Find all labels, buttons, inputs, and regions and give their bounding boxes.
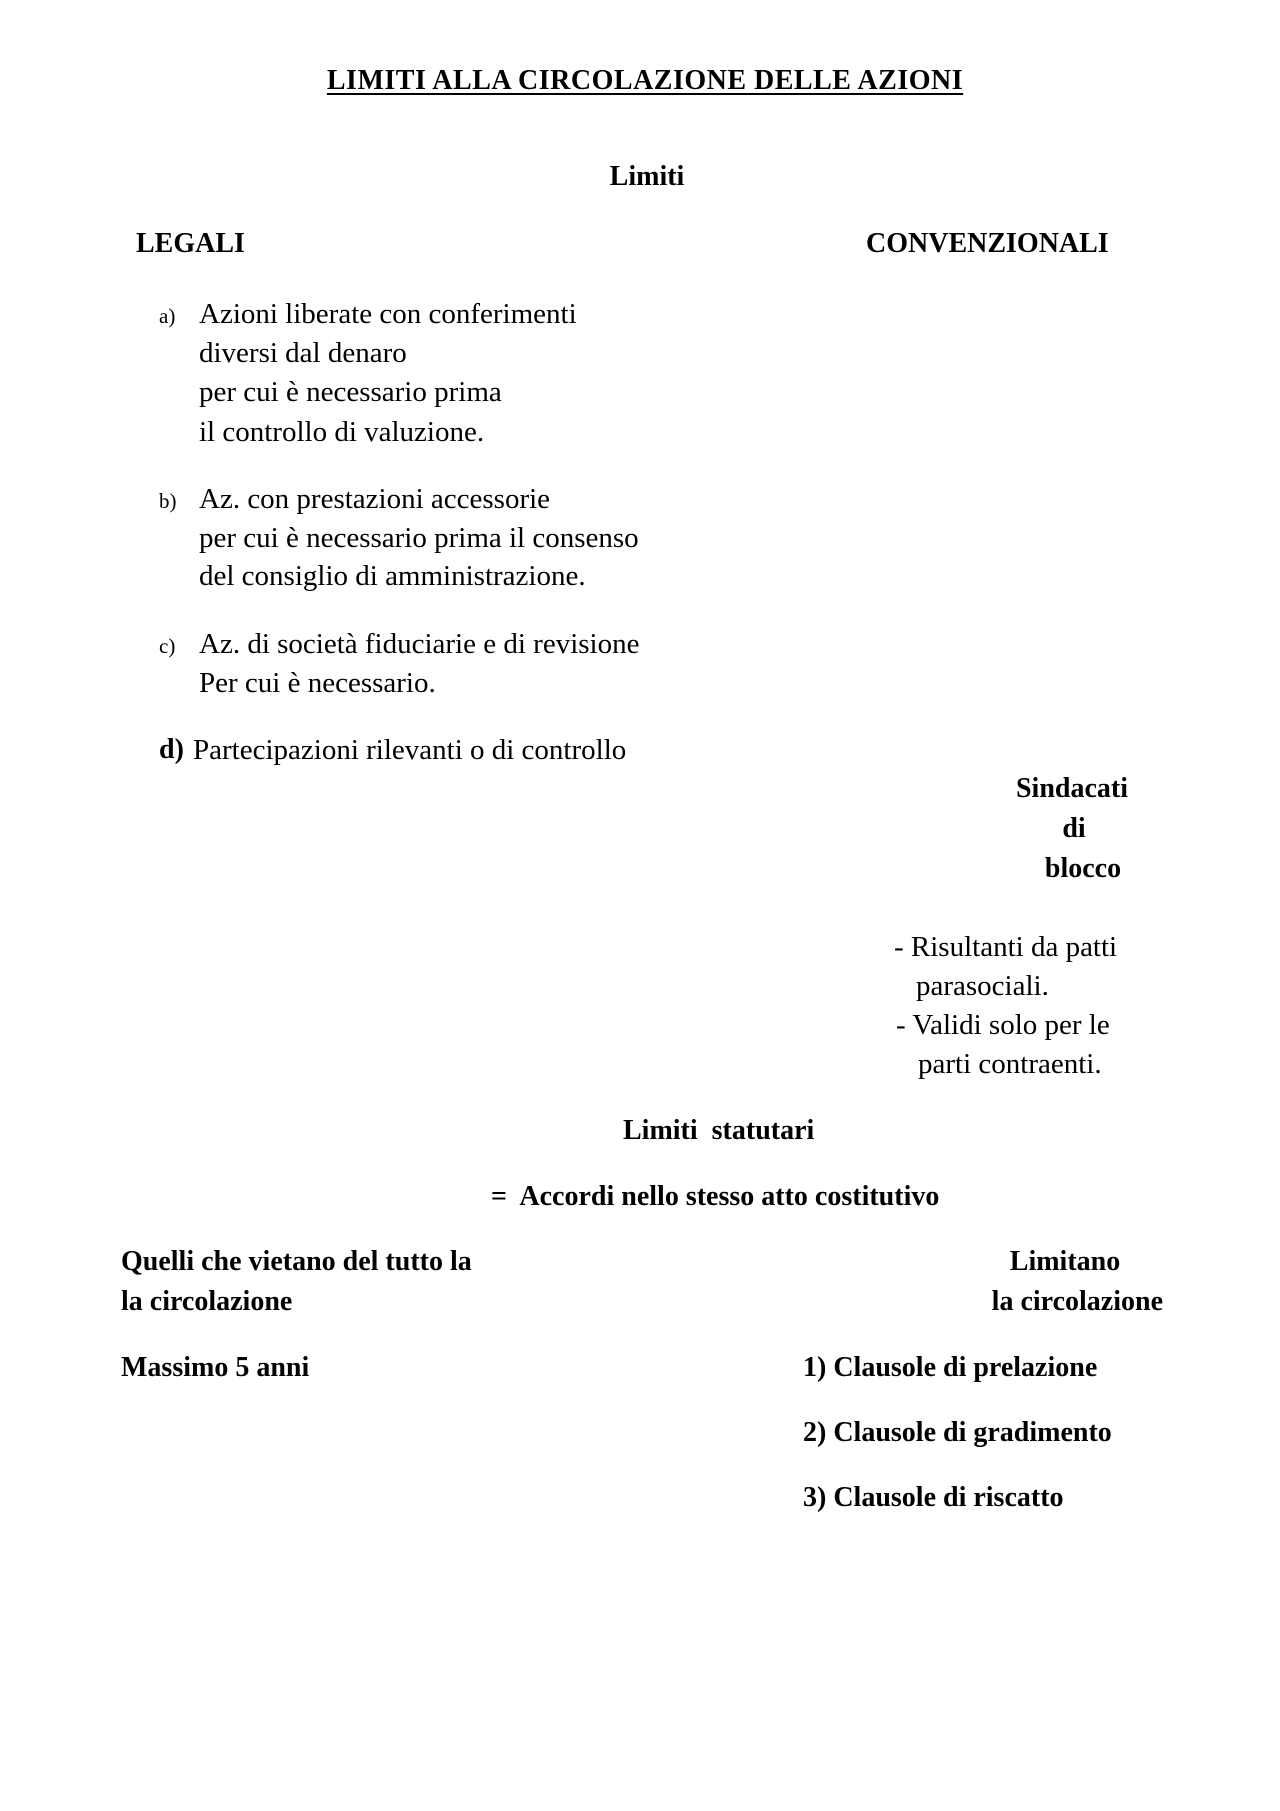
statutari-definition: = Accordi nello stesso atto costitutivo bbox=[491, 1181, 940, 1212]
item-label: a) bbox=[159, 304, 176, 328]
right-line: Limitano bbox=[1009, 1246, 1121, 1277]
item-line: per cui è necessario prima bbox=[199, 376, 502, 408]
item-line: del consiglio di amministrazione. bbox=[199, 560, 586, 592]
item-label: d) bbox=[159, 734, 184, 765]
item-label: b) bbox=[159, 489, 177, 513]
sindacati-line: di bbox=[1062, 813, 1086, 844]
item-line: Azioni liberate con conferimenti bbox=[199, 298, 577, 330]
left-line: la circolazione bbox=[121, 1286, 293, 1317]
item-line: Az. di società fiduciarie e di revisione bbox=[199, 628, 640, 660]
clause-item: 2) Clausole di gradimento bbox=[803, 1417, 1112, 1448]
item-line: il controllo di valuzione. bbox=[199, 416, 485, 448]
note-line: parti contraenti. bbox=[918, 1048, 1102, 1080]
convenzionali-heading: CONVENZIONALI bbox=[866, 228, 1109, 259]
item-line: Per cui è necessario. bbox=[199, 667, 436, 699]
item-line: Partecipazioni rilevanti o di controllo bbox=[193, 734, 627, 766]
clause-item: 3) Clausole di riscatto bbox=[803, 1482, 1064, 1513]
limiti-heading: Limiti bbox=[609, 161, 685, 192]
legali-heading: LEGALI bbox=[136, 228, 245, 259]
note-line: parasociali. bbox=[916, 970, 1049, 1002]
item-line: per cui è necessario prima il consenso bbox=[199, 522, 639, 554]
sindacati-line: blocco bbox=[1044, 853, 1122, 884]
note-line: - Validi solo per le bbox=[896, 1009, 1110, 1041]
sindacati-line: Sindacati bbox=[1015, 773, 1129, 804]
clause-item: 1) Clausole di prelazione bbox=[803, 1352, 1098, 1383]
right-line: la circolazione bbox=[991, 1286, 1163, 1317]
left-note: Massimo 5 anni bbox=[121, 1352, 310, 1383]
document-title: LIMITI ALLA CIRCOLAZIONE DELLE AZIONI bbox=[326, 65, 964, 96]
statutari-heading: Limiti statutari bbox=[623, 1115, 815, 1146]
item-label: c) bbox=[159, 634, 176, 658]
item-line: diversi dal denaro bbox=[199, 337, 407, 369]
item-line: Az. con prestazioni accessorie bbox=[199, 483, 551, 515]
left-line: Quelli che vietano del tutto la bbox=[121, 1246, 472, 1277]
note-line: - Risultanti da patti bbox=[894, 931, 1118, 963]
